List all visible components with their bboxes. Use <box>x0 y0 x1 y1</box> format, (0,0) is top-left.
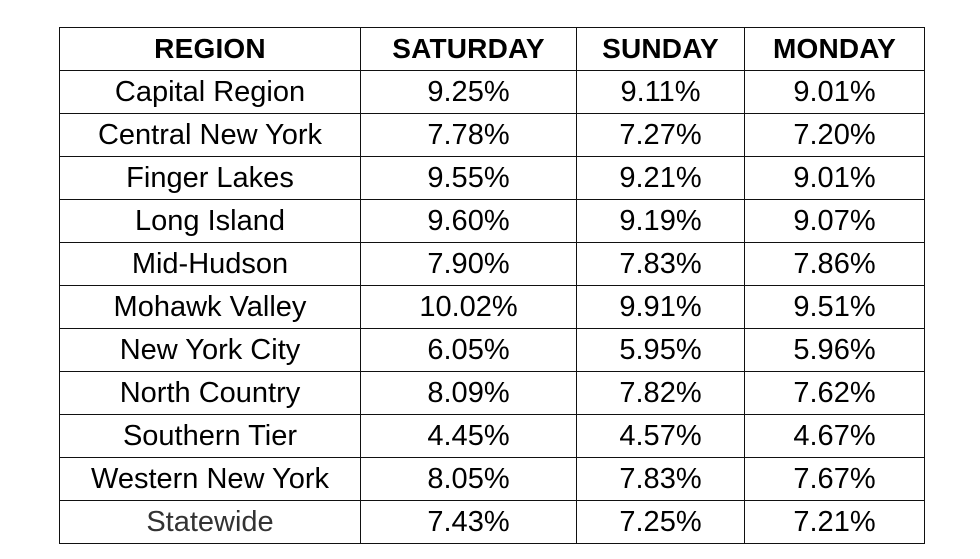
monday-cell: 7.86% <box>745 243 925 286</box>
region-cell: Central New York <box>60 114 361 157</box>
sunday-cell: 9.19% <box>577 200 745 243</box>
region-cell: Mid-Hudson <box>60 243 361 286</box>
saturday-cell: 9.55% <box>361 157 577 200</box>
sunday-cell: 7.25% <box>577 501 745 544</box>
saturday-cell: 4.45% <box>361 415 577 458</box>
table-container <box>59 27 925 544</box>
saturday-cell: 10.02% <box>361 286 577 329</box>
sunday-cell: 5.95% <box>577 329 745 372</box>
table-row <box>60 71 925 114</box>
monday-cell: 4.67% <box>745 415 925 458</box>
saturday-cell: 8.09% <box>361 372 577 415</box>
table-row <box>60 114 925 157</box>
saturday-cell: 7.43% <box>361 501 577 544</box>
table-row <box>60 372 925 415</box>
monday-cell: 9.07% <box>745 200 925 243</box>
table-row <box>60 415 925 458</box>
region-cell: Western New York <box>60 458 361 501</box>
regional-rates-table <box>59 27 925 544</box>
sunday-cell: 7.82% <box>577 372 745 415</box>
column-header-monday: MONDAY <box>745 28 925 71</box>
table-row <box>60 286 925 329</box>
monday-cell: 9.01% <box>745 71 925 114</box>
monday-cell: 7.67% <box>745 458 925 501</box>
statewide-row <box>60 501 925 544</box>
saturday-cell: 9.60% <box>361 200 577 243</box>
sunday-cell: 7.27% <box>577 114 745 157</box>
sunday-cell: 4.57% <box>577 415 745 458</box>
region-cell: Capital Region <box>60 71 361 114</box>
column-header-sunday: SUNDAY <box>577 28 745 71</box>
saturday-cell: 8.05% <box>361 458 577 501</box>
column-header-saturday: SATURDAY <box>361 28 577 71</box>
saturday-cell: 6.05% <box>361 329 577 372</box>
monday-cell: 7.62% <box>745 372 925 415</box>
table-row <box>60 458 925 501</box>
table-row <box>60 329 925 372</box>
region-cell: Statewide <box>60 501 361 544</box>
monday-cell: 7.20% <box>745 114 925 157</box>
column-header-region: REGION <box>60 28 361 71</box>
sunday-cell: 9.21% <box>577 157 745 200</box>
sunday-cell: 9.11% <box>577 71 745 114</box>
sunday-cell: 7.83% <box>577 243 745 286</box>
monday-cell: 9.01% <box>745 157 925 200</box>
sunday-cell: 9.91% <box>577 286 745 329</box>
table-row <box>60 157 925 200</box>
saturday-cell: 7.90% <box>361 243 577 286</box>
region-cell: Southern Tier <box>60 415 361 458</box>
region-cell: Long Island <box>60 200 361 243</box>
table-row <box>60 243 925 286</box>
sunday-cell: 7.83% <box>577 458 745 501</box>
monday-cell: 7.21% <box>745 501 925 544</box>
monday-cell: 5.96% <box>745 329 925 372</box>
region-cell: New York City <box>60 329 361 372</box>
header-row <box>60 28 925 71</box>
region-cell: Finger Lakes <box>60 157 361 200</box>
monday-cell: 9.51% <box>745 286 925 329</box>
region-cell: Mohawk Valley <box>60 286 361 329</box>
saturday-cell: 7.78% <box>361 114 577 157</box>
saturday-cell: 9.25% <box>361 71 577 114</box>
region-cell: North Country <box>60 372 361 415</box>
table-row <box>60 200 925 243</box>
